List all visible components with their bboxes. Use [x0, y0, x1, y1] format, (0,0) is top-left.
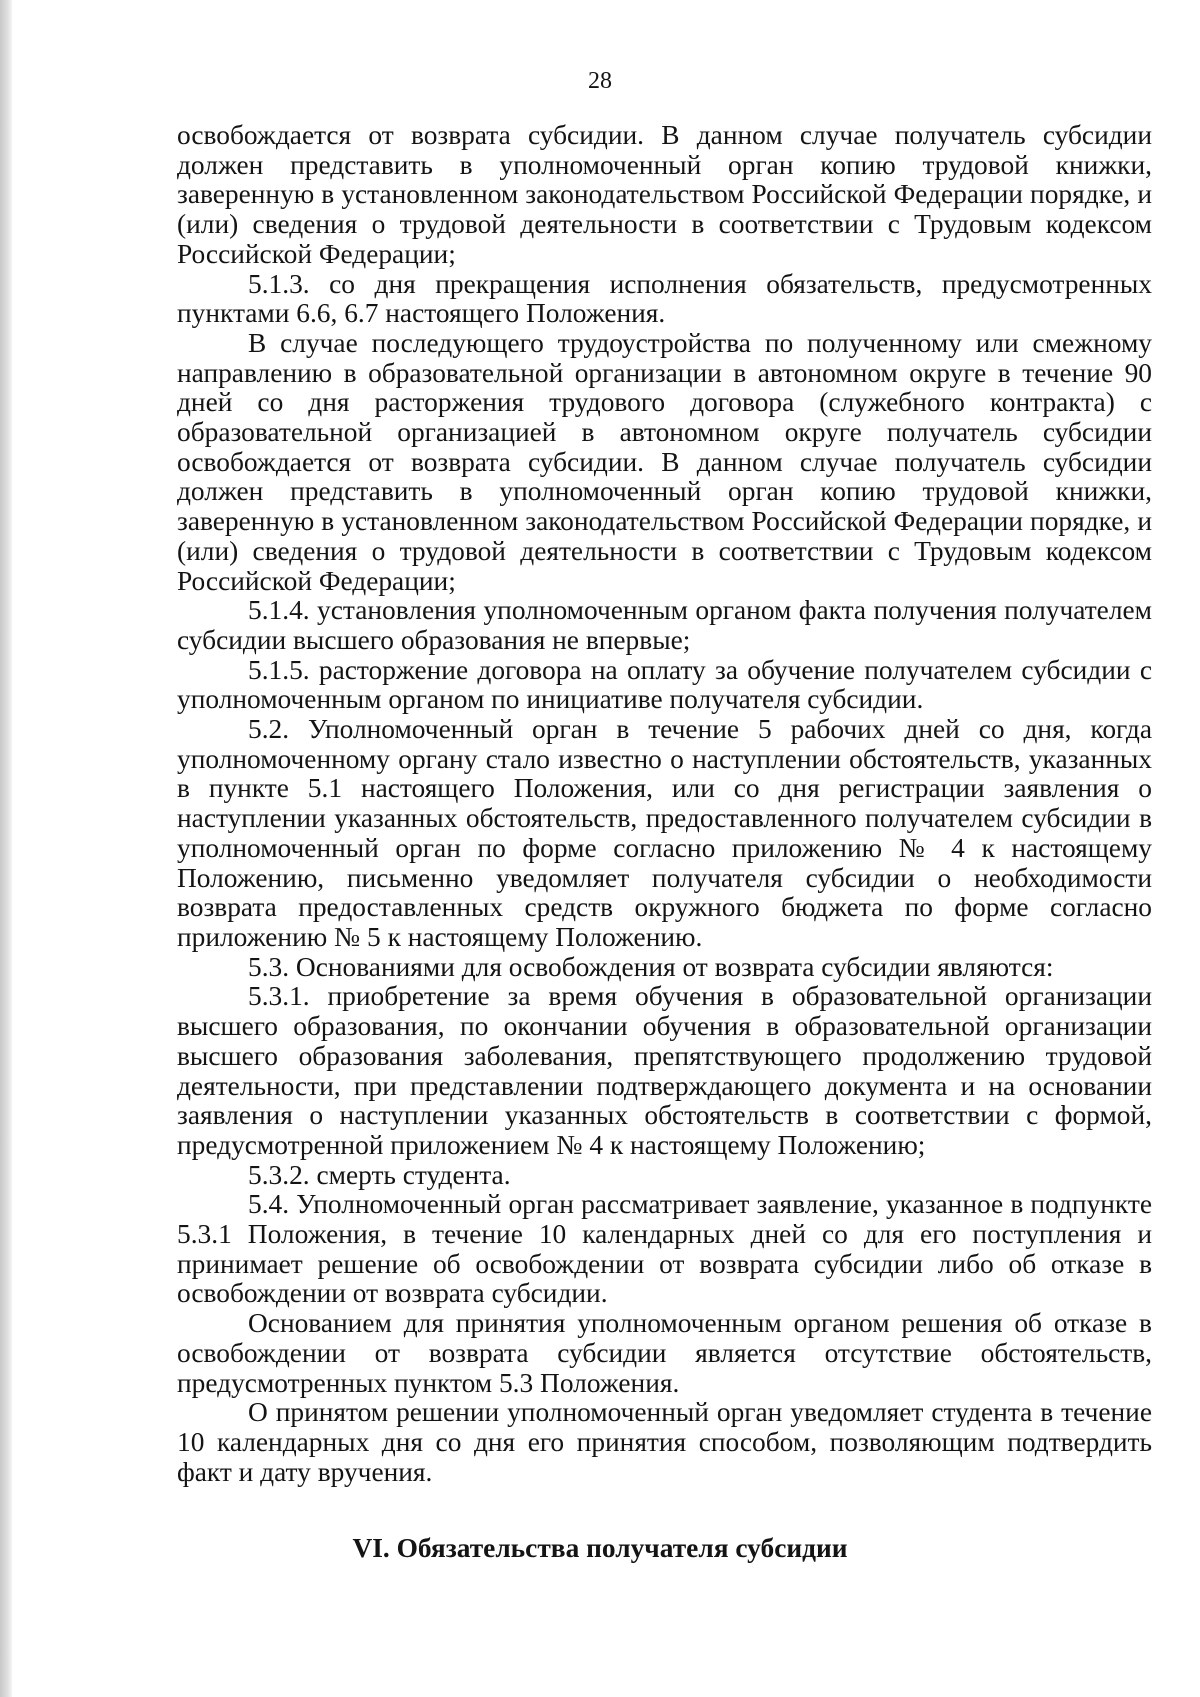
- paragraph-5-3-2: 5.3.2. смерть студента.: [248, 1159, 511, 1190]
- paragraph-5-3-1: 5.3.1. приобретение за время обучения в образовательной организации высшего образования, по окончании обучения в образовательной организации высшего образования заболевания, препятствующего продолжению трудовой деятельности, при представлении подтверждающего документа и на основании заявления о наступлении указанных обстоятельств в соответствии с формой, предусмотренной приложением № 4 к настоящему Положению;: [177, 981, 1152, 1160]
- paragraph-reemployment: В случае последующего трудоустройства по полученному или смежному направлению в образовательной организации в автономном округе в течение 90 дней со дня расторжения трудового договора (служебного контракта) с образовательной организацией в автономном округе получатель субсидии освобождается от возврата субсидии. В данном случае получатель субсидии должен представить в уполномоченный орган копию трудовой книжки, заверенную в установленном законодательством Российской Федерации порядке, и (или) сведения о трудовой деятельности в соответствии с Трудовым кодексом Российской Федерации;: [177, 327, 1152, 596]
- paragraph-5-3: 5.3. Основаниями для освобождения от возврата субсидии являются:: [248, 951, 1054, 982]
- section-heading: VI. Обязательства получателя субсидии: [352, 1533, 848, 1563]
- document-body: [177, 121, 1152, 1487]
- paragraph-5-2: 5.2. Уполномоченный орган в течение 5 рабочих дней со дня, когда уполномоченному органу стало известно о наступлении обстоятельств, указанных в пункте 5.1 настоящего Положения, или со дня регистрации заявления о наступлении указанных обстоятельств, предоставленного получателем субсидии в уполномоченный орган по форме согласно приложению № 4 к настоящему Положению, письменно уведомляет получателя субсидии о необходимости возврата предоставленных средств окружного бюджета по форме согласно приложению № 5 к настоящему Положению.: [177, 714, 1152, 952]
- paragraph-decision-notice: О принятом решении уполномоченный орган уведомляет студента в течение 10 календарных дня со дня его принятия способом, позволяющим подтвердить факт и дату вручения.: [177, 1397, 1152, 1487]
- paragraph-5-1-3: 5.1.3. со дня прекращения исполнения обязательств, предусмотренных пунктами 6.6, 6.7 настоящего Положения.: [177, 268, 1152, 329]
- paragraph-5-1-5: 5.1.5. расторжение договора на оплату за обучение получателем субсидии с уполномоченным органом по инициативе получателя субсидии.: [177, 654, 1152, 715]
- scan-edge-shadow: [0, 0, 12, 1697]
- paragraph-continuation: освобождается от возврата субсидии. В данном случае получатель субсидии должен представить в уполномоченный орган копию трудовой книжки, заверенную в установленном законодательством Российской Федерации порядке, и (или) сведения о трудовой деятельности в соответствии с Трудовым кодексом Российской Федерации;: [177, 120, 1152, 269]
- paragraph-5-1-4: 5.1.4. установления уполномоченным органом факта получения получателем субсидии высшего образования не впервые;: [177, 595, 1152, 655]
- page-number: 28: [588, 68, 612, 94]
- paragraph-5-4: 5.4. Уполномоченный орган рассматривает заявление, указанное в подпункте 5.3.1 Положения, в течение 10 календарных дней со для его поступления и принимает решение об освобождении от возврата субсидии либо об отказе в освобождении от возврата субсидии.: [177, 1189, 1152, 1309]
- paragraph-refusal-basis: Основанием для принятия уполномоченным органом решения об отказе в освобождении от возврата субсидии является отсутствие обстоятельств, предусмотренных пунктом 5.3 Положения.: [177, 1308, 1152, 1398]
